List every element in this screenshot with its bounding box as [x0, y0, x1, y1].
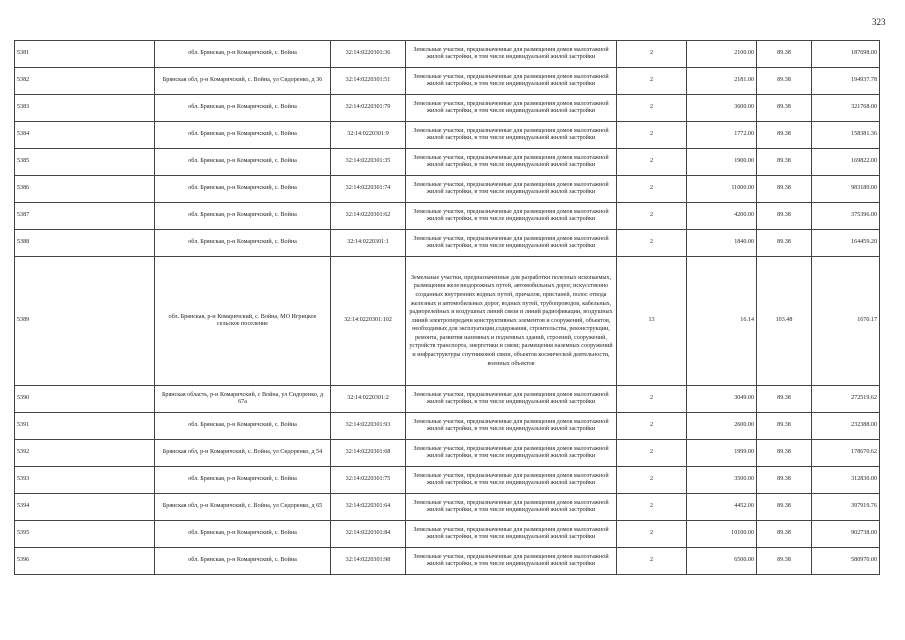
table-row: [15, 149, 880, 176]
row-rate: 89.38: [757, 176, 812, 203]
row-rate: 89.38: [757, 230, 812, 257]
row-category: 2: [617, 413, 687, 440]
row-cadastral-number: 32:14:0220301:84: [331, 521, 406, 548]
row-id: 5395: [15, 521, 155, 548]
row-area: 6500.00: [687, 548, 757, 575]
row-area: 2600.00: [687, 413, 757, 440]
row-purpose: Земельные участки, предназначенные для размещения домов малоэтажной жилой застройки, в том числе индивидуальной жилой застройки: [406, 494, 617, 521]
row-value: 164459.20: [812, 230, 880, 257]
row-id: 5396: [15, 548, 155, 575]
row-id: 5389: [15, 257, 155, 386]
row-cadastral-number: 32:14:0220301:102: [331, 257, 406, 386]
row-purpose: Земельные участки, предназначенные для размещения домов малоэтажной жилой застройки, в том числе индивидуальной жилой застройки: [406, 41, 617, 68]
row-rate: 89.38: [757, 521, 812, 548]
row-category: 2: [617, 122, 687, 149]
row-value: 178670.62: [812, 440, 880, 467]
table-row: [15, 95, 880, 122]
row-value: 169822.00: [812, 149, 880, 176]
row-address: обл. Брянская, р-н Комаричский, с. Война: [155, 548, 331, 575]
row-address: обл. Брянская, р-н Комаричский, с. Война: [155, 467, 331, 494]
row-value: 187698.00: [812, 41, 880, 68]
row-value: 194937.78: [812, 68, 880, 95]
row-category: 2: [617, 386, 687, 413]
row-area: 3049.00: [687, 386, 757, 413]
row-value: 321768.00: [812, 95, 880, 122]
row-rate: 89.38: [757, 413, 812, 440]
row-category: 13: [617, 257, 687, 386]
table-row: [15, 257, 880, 386]
row-id: 5384: [15, 122, 155, 149]
row-address: Брянская область, р-н Комаричский, с Война, ул Сидоренко, д 67а: [155, 386, 331, 413]
row-rate: 89.38: [757, 149, 812, 176]
row-purpose: Земельные участки, предназначенные для разработки полезных ископаемых, размещения железнодорожных путей, автомобильных дорог, искусственно созданных внутренних водных путей, причалов, пристаней, полос отвода железных и автомобильных дорог, водных путей, трубопроводов, кабельных, радиорелейных и воздушных линий связи и линий радиофикации, воздушных линий электропередачи конструктивных элементов и сооружений, объектов, необходимых для эксплуатации,содержания, строительства, реконструкции, ремонта, развития наземных и подземных зданий, строений, сооружений, устройств транспорта, энергетики и связи; размещения наземных сооружений и инфраструктуры спутниковой связи, объектов космической деятельности, военных объектов: [406, 257, 617, 386]
row-value: 312830.00: [812, 467, 880, 494]
row-area: 1999.00: [687, 440, 757, 467]
row-category: 2: [617, 149, 687, 176]
row-address: обл. Брянская, р-н Комаричский, с. Война: [155, 41, 331, 68]
table-row: [15, 176, 880, 203]
row-category: 2: [617, 230, 687, 257]
row-area: 2100.00: [687, 41, 757, 68]
row-id: 5392: [15, 440, 155, 467]
row-rate: 89.38: [757, 122, 812, 149]
row-rate: 89.38: [757, 494, 812, 521]
table-row: [15, 467, 880, 494]
row-area: 16.14: [687, 257, 757, 386]
row-rate: 89.38: [757, 548, 812, 575]
row-address: Брянская обл, р-н Комаричский, с. Война, ул Сидоренко, д 65: [155, 494, 331, 521]
row-cadastral-number: 32:14:0220301:93: [331, 413, 406, 440]
row-area: 4200.00: [687, 203, 757, 230]
land-registry-table: [14, 40, 880, 575]
row-cadastral-number: 32:14:0220301:98: [331, 548, 406, 575]
row-address: обл. Брянская, р-н Комаричский, с. Война: [155, 413, 331, 440]
row-cadastral-number: 32:14:0220301:51: [331, 68, 406, 95]
row-purpose: Земельные участки, предназначенные для размещения домов малоэтажной жилой застройки, в том числе индивидуальной жилой застройки: [406, 95, 617, 122]
row-purpose: Земельные участки, предназначенные для размещения домов малоэтажной жилой застройки, в том числе индивидуальной жилой застройки: [406, 203, 617, 230]
row-rate: 89.38: [757, 386, 812, 413]
row-category: 2: [617, 176, 687, 203]
row-address: Брянская обл, р-н Комаричский, с. Война, ул Сидоренко, д 54: [155, 440, 331, 467]
row-cadastral-number: 32:14:0220301:79: [331, 95, 406, 122]
row-purpose: Земельные участки, предназначенные для размещения домов малоэтажной жилой застройки, в том числе индивидуальной жилой застройки: [406, 440, 617, 467]
row-value: 580970.00: [812, 548, 880, 575]
row-cadastral-number: 32:14:0220301:62: [331, 203, 406, 230]
row-purpose: Земельные участки, предназначенные для размещения домов малоэтажной жилой застройки, в том числе индивидуальной жилой застройки: [406, 413, 617, 440]
row-rate: 89.38: [757, 440, 812, 467]
table-row: [15, 203, 880, 230]
row-id: 5391: [15, 413, 155, 440]
row-purpose: Земельные участки, предназначенные для размещения домов малоэтажной жилой застройки, в том числе индивидуальной жилой застройки: [406, 122, 617, 149]
table-row: [15, 413, 880, 440]
row-address: обл. Брянская, р-н Комаричский, с. Война: [155, 521, 331, 548]
table-row: [15, 521, 880, 548]
row-cadastral-number: 32:14:0220301:2: [331, 386, 406, 413]
row-address: обл. Брянская, р-н Комаричский, с. Война: [155, 95, 331, 122]
row-category: 2: [617, 494, 687, 521]
row-purpose: Земельные участки, предназначенные для размещения домов малоэтажной жилой застройки, в том числе индивидуальной жилой застройки: [406, 176, 617, 203]
row-purpose: Земельные участки, предназначенные для размещения домов малоэтажной жилой застройки, в том числе индивидуальной жилой застройки: [406, 68, 617, 95]
row-id: 5394: [15, 494, 155, 521]
row-cadastral-number: 32:14:0220301:74: [331, 176, 406, 203]
row-value: 983180.00: [812, 176, 880, 203]
row-category: 2: [617, 548, 687, 575]
row-address: обл. Брянская, р-н Комаричский, с. Война: [155, 176, 331, 203]
row-area: 4452.00: [687, 494, 757, 521]
row-area: 3600.00: [687, 95, 757, 122]
row-address: Брянская обл, р-н Комаричский, с. Война, ул Сидоренко, д 36: [155, 68, 331, 95]
row-purpose: Земельные участки, предназначенные для размещения домов малоэтажной жилой застройки, в том числе индивидуальной жилой застройки: [406, 230, 617, 257]
row-category: 2: [617, 203, 687, 230]
row-cadastral-number: 32:14:0220301:68: [331, 440, 406, 467]
row-area: 2181.00: [687, 68, 757, 95]
row-id: 5390: [15, 386, 155, 413]
table-row: [15, 122, 880, 149]
row-value: 902738.00: [812, 521, 880, 548]
table-row: [15, 548, 880, 575]
row-category: 2: [617, 41, 687, 68]
table-row: [15, 494, 880, 521]
row-area: 10100.00: [687, 521, 757, 548]
row-rate: 89.38: [757, 41, 812, 68]
row-rate: 89.38: [757, 203, 812, 230]
row-rate: 103.48: [757, 257, 812, 386]
row-area: 1900.00: [687, 149, 757, 176]
table-row: [15, 41, 880, 68]
row-cadastral-number: 32:14:0220301:1: [331, 230, 406, 257]
row-id: 5383: [15, 95, 155, 122]
row-area: 11000.00: [687, 176, 757, 203]
row-value: 397919.76: [812, 494, 880, 521]
row-category: 2: [617, 68, 687, 95]
row-address: обл. Брянская, р-н Комаричский, с. Война, МО Игрицкое сельское поселение: [155, 257, 331, 386]
row-id: 5386: [15, 176, 155, 203]
row-value: 375396.00: [812, 203, 880, 230]
row-purpose: Земельные участки, предназначенные для размещения домов малоэтажной жилой застройки, в том числе индивидуальной жилой застройки: [406, 548, 617, 575]
row-address: обл. Брянская, р-н Комаричский, с. Война: [155, 230, 331, 257]
row-rate: 89.38: [757, 68, 812, 95]
row-purpose: Земельные участки, предназначенные для размещения домов малоэтажной жилой застройки, в том числе индивидуальной жилой застройки: [406, 149, 617, 176]
row-category: 2: [617, 95, 687, 122]
row-area: 1840.00: [687, 230, 757, 257]
row-area: 1772.00: [687, 122, 757, 149]
row-id: 5385: [15, 149, 155, 176]
row-address: обл. Брянская, р-н Комаричский, с. Война: [155, 122, 331, 149]
row-value: 1670.17: [812, 257, 880, 386]
row-id: 5393: [15, 467, 155, 494]
row-cadastral-number: 32:14:0220301:64: [331, 494, 406, 521]
row-value: 232388.00: [812, 413, 880, 440]
row-id: 5387: [15, 203, 155, 230]
row-cadastral-number: 32:14:0220301:75: [331, 467, 406, 494]
row-category: 2: [617, 521, 687, 548]
table-row: [15, 68, 880, 95]
row-value: 272519.62: [812, 386, 880, 413]
table-row: [15, 386, 880, 413]
row-purpose: Земельные участки, предназначенные для размещения домов малоэтажной жилой застройки, в том числе индивидуальной жилой застройки: [406, 386, 617, 413]
page-number: 323: [872, 17, 886, 27]
table-row: [15, 440, 880, 467]
row-rate: 89.38: [757, 467, 812, 494]
table-row: [15, 230, 880, 257]
row-cadastral-number: 32:14:0220301:9: [331, 122, 406, 149]
row-cadastral-number: 32:14:0220301:36: [331, 41, 406, 68]
row-category: 2: [617, 467, 687, 494]
row-rate: 89.38: [757, 95, 812, 122]
row-address: обл. Брянская, р-н Комаричский, с. Война: [155, 149, 331, 176]
row-id: 5382: [15, 68, 155, 95]
row-address: обл. Брянская, р-н Комаричский, с. Война: [155, 203, 331, 230]
row-id: 5381: [15, 41, 155, 68]
row-purpose: Земельные участки, предназначенные для размещения домов малоэтажной жилой застройки, в том числе индивидуальной жилой застройки: [406, 467, 617, 494]
row-area: 3500.00: [687, 467, 757, 494]
row-purpose: Земельные участки, предназначенные для размещения домов малоэтажной жилой застройки, в том числе индивидуальной жилой застройки: [406, 521, 617, 548]
row-category: 2: [617, 440, 687, 467]
row-cadastral-number: 32:14:0220301:35: [331, 149, 406, 176]
row-value: 158381.36: [812, 122, 880, 149]
row-id: 5388: [15, 230, 155, 257]
